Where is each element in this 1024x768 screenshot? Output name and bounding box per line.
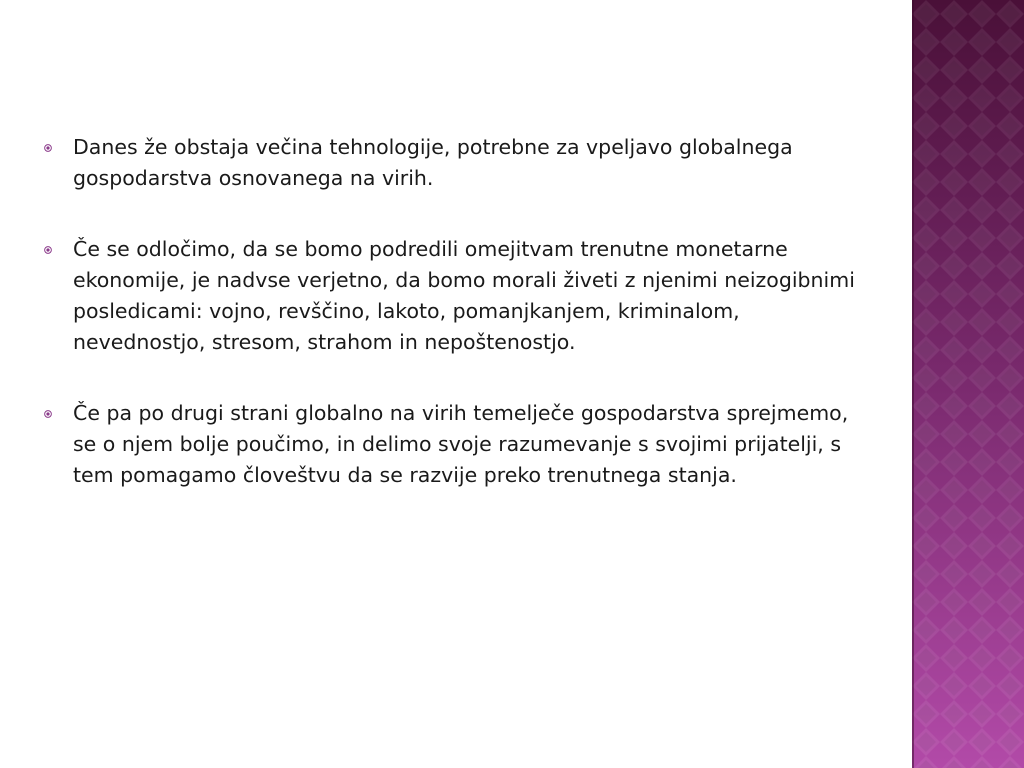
slide-body (40, 132, 870, 531)
bullet-text: Danes že obstaja večina tehnologije, potrebne za vpeljavo globalnega gospodarstva osnovanega na virih. (73, 135, 793, 190)
circled-dot-icon (44, 246, 52, 254)
bullet-text: Če se odločimo, da se bomo podredili omejitvam trenutne monetarne ekonomije, je nadvse verjetno, da bomo morali živeti z njenimi neizogibnimi posledicami: vojno, revščino, lakoto, pomanjkanjem, kriminalom, nevednostjo, stresom, strahom in nepoštenostjo. (73, 237, 855, 354)
circled-dot-icon (44, 410, 52, 418)
diamond-pattern (912, 0, 1024, 768)
bullet-text: Če pa po drugi strani globalno na virih temelječe gospodarstva sprejmemo, se o njem bolje poučimo, in delimo svoje razumevanje s svojimi prijatelji, s tem pomagamo človeštvu da se razvije preko trenutnega stanja. (73, 401, 849, 487)
bullet-item (40, 234, 870, 358)
circled-dot-icon (44, 144, 52, 152)
bullet-item (40, 398, 870, 491)
bullet-item (40, 132, 870, 194)
decorative-side-panel (912, 0, 1024, 768)
